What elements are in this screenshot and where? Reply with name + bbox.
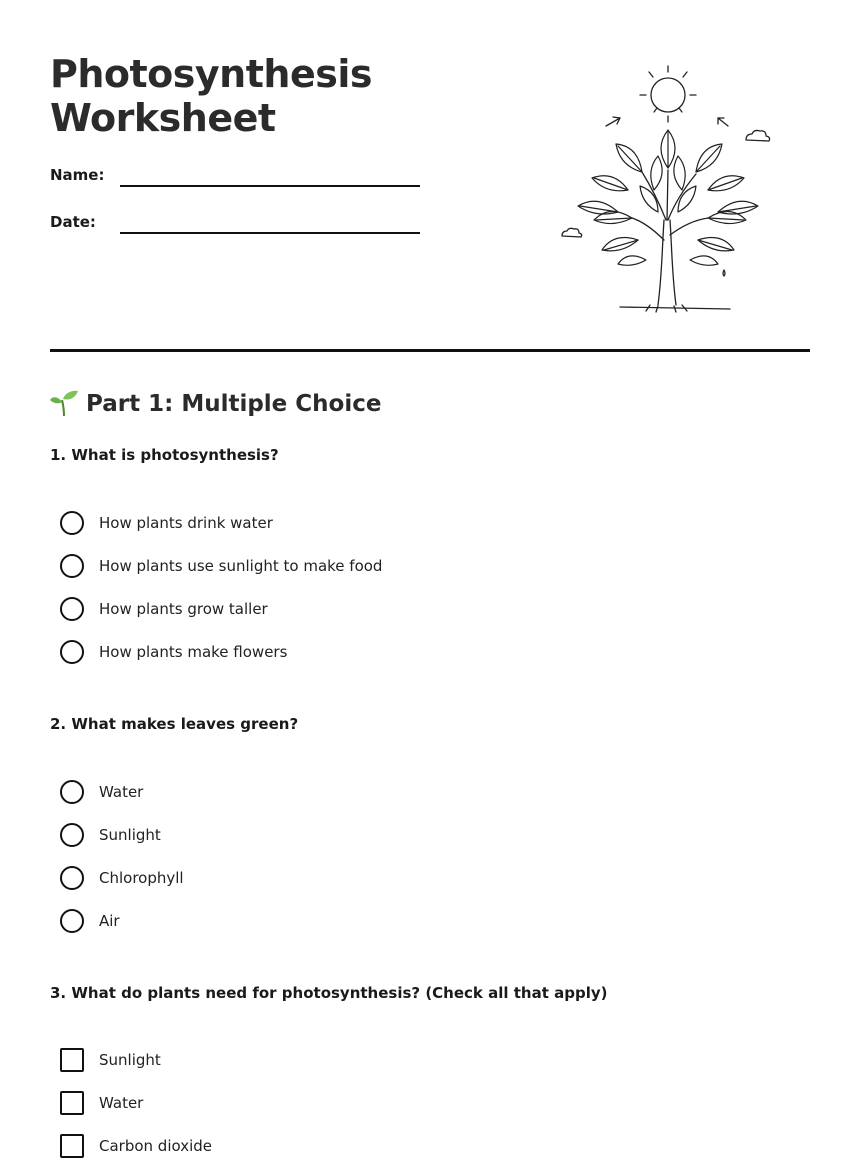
option-label: How plants use sunlight to make food [99,557,383,575]
date-label: Date: [50,213,96,231]
checkbox[interactable] [60,1048,84,1072]
q1-option[interactable] [60,553,382,579]
q3-option[interactable] [60,1047,161,1073]
checkbox[interactable] [60,1091,84,1115]
question-2: 2. What makes leaves green? [50,715,299,733]
radio-button[interactable] [60,554,84,578]
radio-button[interactable] [60,823,84,847]
divider [50,349,810,352]
radio-button[interactable] [60,640,84,664]
q1-option[interactable] [60,639,287,665]
option-label: Sunlight [99,1051,161,1069]
droplet-icon [723,270,725,276]
q3-option[interactable] [60,1090,143,1116]
option-label: Air [99,912,120,930]
checkbox[interactable] [60,1134,84,1158]
q1-option[interactable] [60,596,268,622]
question-1: 1. What is photosynthesis? [50,446,279,464]
section-title-text: Part 1: Multiple Choice [86,391,382,417]
q2-option[interactable] [60,822,161,848]
option-label: Water [99,783,144,801]
option-label: Sunlight [99,826,161,844]
q2-option[interactable] [60,908,120,934]
q3-option[interactable] [60,1133,212,1159]
arrow-icon [606,117,728,126]
tree-illustration [558,60,778,320]
date-field[interactable] [50,213,420,243]
date-line[interactable] [120,232,420,234]
option-label: Chlorophyll [99,869,184,887]
option-label: Water [99,1094,144,1112]
option-label: Carbon dioxide [99,1137,213,1155]
page-title: Photosynthesis Worksheet [50,52,372,140]
name-line[interactable] [120,185,420,187]
section-title [50,388,381,420]
q2-option[interactable] [60,779,143,805]
question-3: 3. What do plants need for photosynthesis? (Check all that apply) [50,984,608,1002]
option-label: How plants drink water [99,514,273,532]
name-label: Name: [50,166,105,184]
q1-option[interactable] [60,510,273,536]
radio-button[interactable] [60,511,84,535]
name-field[interactable] [50,166,420,196]
seedling-icon [50,390,78,416]
radio-button[interactable] [60,909,84,933]
option-label: How plants grow taller [99,600,268,618]
radio-button[interactable] [60,780,84,804]
q2-option[interactable] [60,865,184,891]
radio-button[interactable] [60,866,84,890]
option-label: How plants make flowers [99,643,288,661]
radio-button[interactable] [60,597,84,621]
sun-icon [640,66,696,122]
